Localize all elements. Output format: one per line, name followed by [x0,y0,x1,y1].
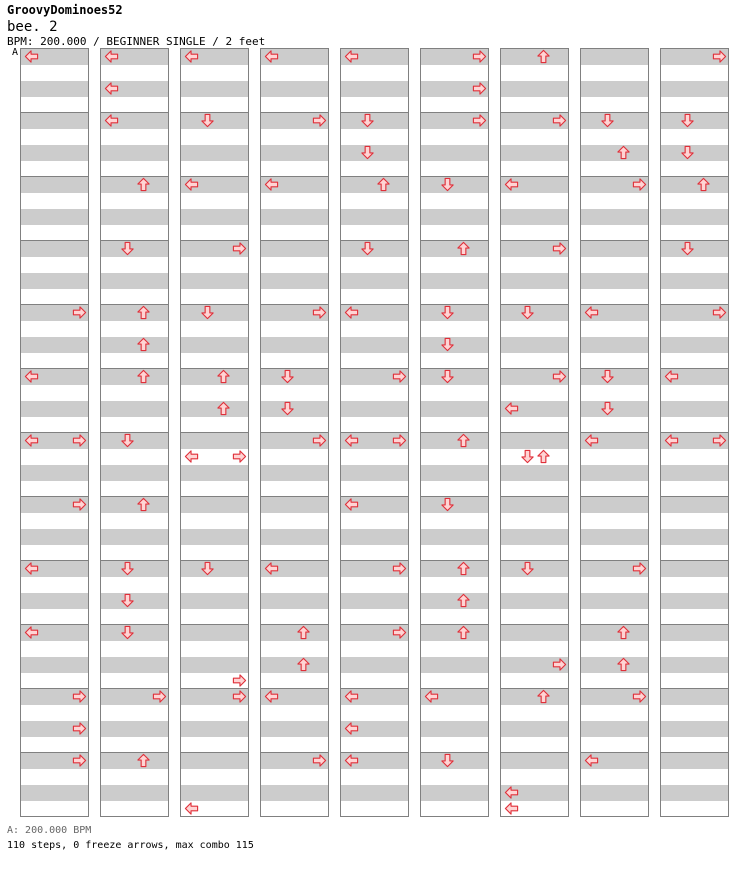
beat-band [501,209,568,225]
left-arrow-icon [344,689,359,704]
measure-line [501,496,568,497]
down-arrow-icon [360,241,375,256]
left-arrow-icon [184,449,199,464]
right-arrow-icon [632,177,647,192]
right-arrow-icon [152,689,167,704]
up-arrow-icon [696,177,711,192]
beat-band [261,657,328,673]
right-arrow-icon [72,689,87,704]
beat-band [501,433,568,449]
beat-band [261,145,328,161]
measure-line [341,176,408,177]
down-arrow-icon [120,433,135,448]
up-arrow-icon [616,625,631,640]
beat-band [581,49,648,65]
beat-band [341,209,408,225]
right-arrow-icon [392,433,407,448]
beat-band [181,145,248,161]
beat-band [181,401,248,417]
left-arrow-icon [344,433,359,448]
beat-band [261,337,328,353]
up-arrow-icon [456,561,471,576]
measure-line [421,240,488,241]
left-arrow-icon [344,305,359,320]
beat-band [261,241,328,257]
down-arrow-icon [520,561,535,576]
beat-band [181,369,248,385]
beat-band [21,81,88,97]
beat-band [501,593,568,609]
measure-line [421,624,488,625]
left-arrow-icon [504,177,519,192]
up-arrow-icon [456,625,471,640]
song-title: bee. 2 [7,19,58,35]
beat-band [501,81,568,97]
beat-band [661,209,728,225]
beat-band [181,497,248,513]
beat-band [181,753,248,769]
beat-band [261,529,328,545]
measure-line [421,432,488,433]
down-arrow-icon [680,113,695,128]
beat-band [581,273,648,289]
beat-band [181,785,248,801]
beat-band [421,433,488,449]
measure-line [581,496,648,497]
left-arrow-icon [24,433,39,448]
right-arrow-icon [472,113,487,128]
beat-band [661,81,728,97]
beat-band [661,561,728,577]
beat-band [181,81,248,97]
beat-band [101,721,168,737]
beat-band [581,241,648,257]
measure-line [661,176,728,177]
beat-band [181,721,248,737]
up-arrow-icon [376,177,391,192]
right-arrow-icon [312,305,327,320]
down-arrow-icon [520,449,535,464]
beat-band [661,689,728,705]
left-arrow-icon [584,753,599,768]
bpm-legend: A: 200.000 BPM [7,825,92,836]
measure-line [261,240,328,241]
beat-band [581,625,648,641]
down-arrow-icon [120,625,135,640]
beat-band [101,465,168,481]
beat-band [341,465,408,481]
right-arrow-icon [552,657,567,672]
measure-line [501,688,568,689]
left-arrow-icon [184,177,199,192]
beat-band [501,753,568,769]
beat-band [261,497,328,513]
beat-band [21,785,88,801]
up-arrow-icon [456,433,471,448]
up-arrow-icon [456,241,471,256]
left-arrow-icon [344,721,359,736]
beat-band [181,593,248,609]
chart-meta: BPM: 200.000 / BEGINNER SINGLE / 2 feet [7,35,266,48]
beat-band [421,465,488,481]
measure-line [21,112,88,113]
beat-band [341,273,408,289]
right-arrow-icon [552,241,567,256]
down-arrow-icon [680,241,695,256]
beat-band [21,177,88,193]
beat-band [421,625,488,641]
beat-band [21,113,88,129]
beat-band [181,657,248,673]
right-arrow-icon [232,449,247,464]
beat-band [501,721,568,737]
up-arrow-icon [136,305,151,320]
beat-band [421,785,488,801]
up-arrow-icon [536,49,551,64]
down-arrow-icon [280,401,295,416]
left-arrow-icon [504,801,519,816]
up-arrow-icon [536,689,551,704]
up-arrow-icon [616,145,631,160]
measure-line [101,368,168,369]
up-arrow-icon [296,657,311,672]
beat-band [661,401,728,417]
beat-band [261,625,328,641]
beat-band [501,273,568,289]
left-arrow-icon [424,689,439,704]
right-arrow-icon [392,369,407,384]
down-arrow-icon [120,561,135,576]
chart-column [660,48,729,817]
up-arrow-icon [136,369,151,384]
beat-band [421,529,488,545]
beat-band [421,593,488,609]
beat-band [501,529,568,545]
beat-band [181,273,248,289]
beat-band [101,401,168,417]
beat-band [341,81,408,97]
left-arrow-icon [184,801,199,816]
beat-band [501,337,568,353]
down-arrow-icon [120,241,135,256]
beat-band [261,273,328,289]
beat-band [661,273,728,289]
left-arrow-icon [24,49,39,64]
beat-band [661,625,728,641]
right-arrow-icon [72,753,87,768]
measure-line [661,496,728,497]
chart-column [100,48,169,817]
left-arrow-icon [104,113,119,128]
left-arrow-icon [504,785,519,800]
right-arrow-icon [312,753,327,768]
beat-band [661,177,728,193]
measure-line [501,432,568,433]
beat-band [421,657,488,673]
measure-line [101,752,168,753]
right-arrow-icon [72,433,87,448]
beat-band [21,145,88,161]
beat-band [661,497,728,513]
right-arrow-icon [232,689,247,704]
up-arrow-icon [616,657,631,672]
measure-line [261,496,328,497]
beat-band [581,721,648,737]
measure-line [661,752,728,753]
beat-band [421,721,488,737]
beat-band [181,625,248,641]
beat-band [21,465,88,481]
down-arrow-icon [200,561,215,576]
up-arrow-icon [136,753,151,768]
chart-column [260,48,329,817]
measure-line [421,560,488,561]
beat-band [21,401,88,417]
beat-band [101,145,168,161]
down-arrow-icon [440,753,455,768]
up-arrow-icon [536,449,551,464]
beat-band [581,337,648,353]
down-arrow-icon [680,145,695,160]
measure-line [181,432,248,433]
beat-band [21,273,88,289]
left-arrow-icon [344,753,359,768]
right-arrow-icon [312,113,327,128]
beat-band [341,337,408,353]
beat-band [581,785,648,801]
beat-band [21,241,88,257]
beat-band [261,593,328,609]
beat-band [581,209,648,225]
measure-line [181,752,248,753]
right-arrow-icon [72,305,87,320]
measure-line [501,624,568,625]
left-arrow-icon [264,177,279,192]
left-arrow-icon [264,49,279,64]
chart-column [180,48,249,817]
left-arrow-icon [504,401,519,416]
beat-band [661,465,728,481]
beat-band [341,401,408,417]
measure-line [581,240,648,241]
beat-band [661,721,728,737]
right-arrow-icon [552,369,567,384]
beat-band [21,337,88,353]
beat-band [101,177,168,193]
beat-band [581,497,648,513]
down-arrow-icon [200,113,215,128]
left-arrow-icon [24,561,39,576]
chart-column [340,48,409,817]
left-arrow-icon [184,49,199,64]
beat-band [581,593,648,609]
beat-band [581,657,648,673]
beat-band [181,337,248,353]
right-arrow-icon [392,561,407,576]
beat-band [101,497,168,513]
measure-line [181,496,248,497]
beat-band [421,145,488,161]
right-arrow-icon [632,561,647,576]
beat-band [181,465,248,481]
right-arrow-icon [72,721,87,736]
measure-line [101,176,168,177]
chart-column [20,48,89,817]
down-arrow-icon [600,401,615,416]
beat-band [181,529,248,545]
measure-line [21,176,88,177]
down-arrow-icon [600,113,615,128]
down-arrow-icon [440,305,455,320]
up-arrow-icon [456,593,471,608]
beat-band [341,177,408,193]
beat-band [21,657,88,673]
up-arrow-icon [216,369,231,384]
measure-line [101,304,168,305]
measure-line [661,688,728,689]
beat-band [101,273,168,289]
down-arrow-icon [440,497,455,512]
beat-band [581,145,648,161]
beat-band [101,785,168,801]
beat-band [101,209,168,225]
beat-band [661,529,728,545]
right-arrow-icon [232,673,247,688]
up-arrow-icon [296,625,311,640]
right-arrow-icon [552,113,567,128]
left-arrow-icon [264,561,279,576]
right-arrow-icon [632,689,647,704]
measure-line [181,624,248,625]
chart-column [580,48,649,817]
beat-band [21,529,88,545]
chart-stats: 110 steps, 0 freeze arrows, max combo 115 [7,840,254,851]
right-arrow-icon [712,49,727,64]
beat-band [261,465,328,481]
left-arrow-icon [344,49,359,64]
beat-band [661,337,728,353]
beat-band [21,209,88,225]
down-arrow-icon [120,593,135,608]
beat-band [661,785,728,801]
beat-band [581,529,648,545]
right-arrow-icon [472,81,487,96]
measure-line [261,624,328,625]
left-arrow-icon [664,433,679,448]
beat-band [101,305,168,321]
down-arrow-icon [440,177,455,192]
left-arrow-icon [24,369,39,384]
beat-band [101,337,168,353]
left-arrow-icon [24,625,39,640]
down-arrow-icon [280,369,295,384]
beat-band [261,785,328,801]
beat-band [261,209,328,225]
measure-line [661,560,728,561]
right-arrow-icon [232,241,247,256]
up-arrow-icon [136,177,151,192]
down-arrow-icon [600,369,615,384]
left-arrow-icon [344,497,359,512]
measure-line [181,368,248,369]
beat-band [421,241,488,257]
left-arrow-icon [584,305,599,320]
beat-band [501,497,568,513]
down-arrow-icon [440,369,455,384]
down-arrow-icon [360,145,375,160]
beat-band [341,529,408,545]
measure-line [661,624,728,625]
beat-band [661,593,728,609]
down-arrow-icon [520,305,535,320]
beat-band [581,81,648,97]
beat-band [501,145,568,161]
right-arrow-icon [712,433,727,448]
beat-band [501,49,568,65]
beat-band [421,561,488,577]
left-arrow-icon [264,689,279,704]
measure-line [101,496,168,497]
beat-band [101,529,168,545]
chart-author: GroovyDominoes52 [7,3,123,17]
up-arrow-icon [136,337,151,352]
beat-band [421,209,488,225]
left-arrow-icon [664,369,679,384]
beat-band [101,753,168,769]
beat-band [421,273,488,289]
beat-band [181,209,248,225]
measure-line [501,752,568,753]
up-arrow-icon [136,497,151,512]
beat-band [661,657,728,673]
beat-band [101,369,168,385]
beat-band [181,433,248,449]
beat-band [581,465,648,481]
beat-band [341,657,408,673]
measure-line [21,240,88,241]
right-arrow-icon [472,49,487,64]
up-arrow-icon [216,401,231,416]
right-arrow-icon [712,305,727,320]
beat-band [421,401,488,417]
left-arrow-icon [104,81,119,96]
right-arrow-icon [392,625,407,640]
measure-line [581,624,648,625]
down-arrow-icon [360,113,375,128]
chart-column [420,48,489,817]
beat-band [21,593,88,609]
beat-band [661,753,728,769]
beat-band [501,465,568,481]
right-arrow-icon [312,433,327,448]
beat-band [341,593,408,609]
beat-band [501,625,568,641]
beat-band [261,721,328,737]
beat-band [101,657,168,673]
beat-band [341,785,408,801]
left-arrow-icon [104,49,119,64]
bpm-marker: A [12,47,19,58]
down-arrow-icon [440,337,455,352]
beat-band [261,81,328,97]
left-arrow-icon [584,433,599,448]
right-arrow-icon [72,497,87,512]
down-arrow-icon [200,305,215,320]
chart-column [500,48,569,817]
beat-band [501,689,568,705]
